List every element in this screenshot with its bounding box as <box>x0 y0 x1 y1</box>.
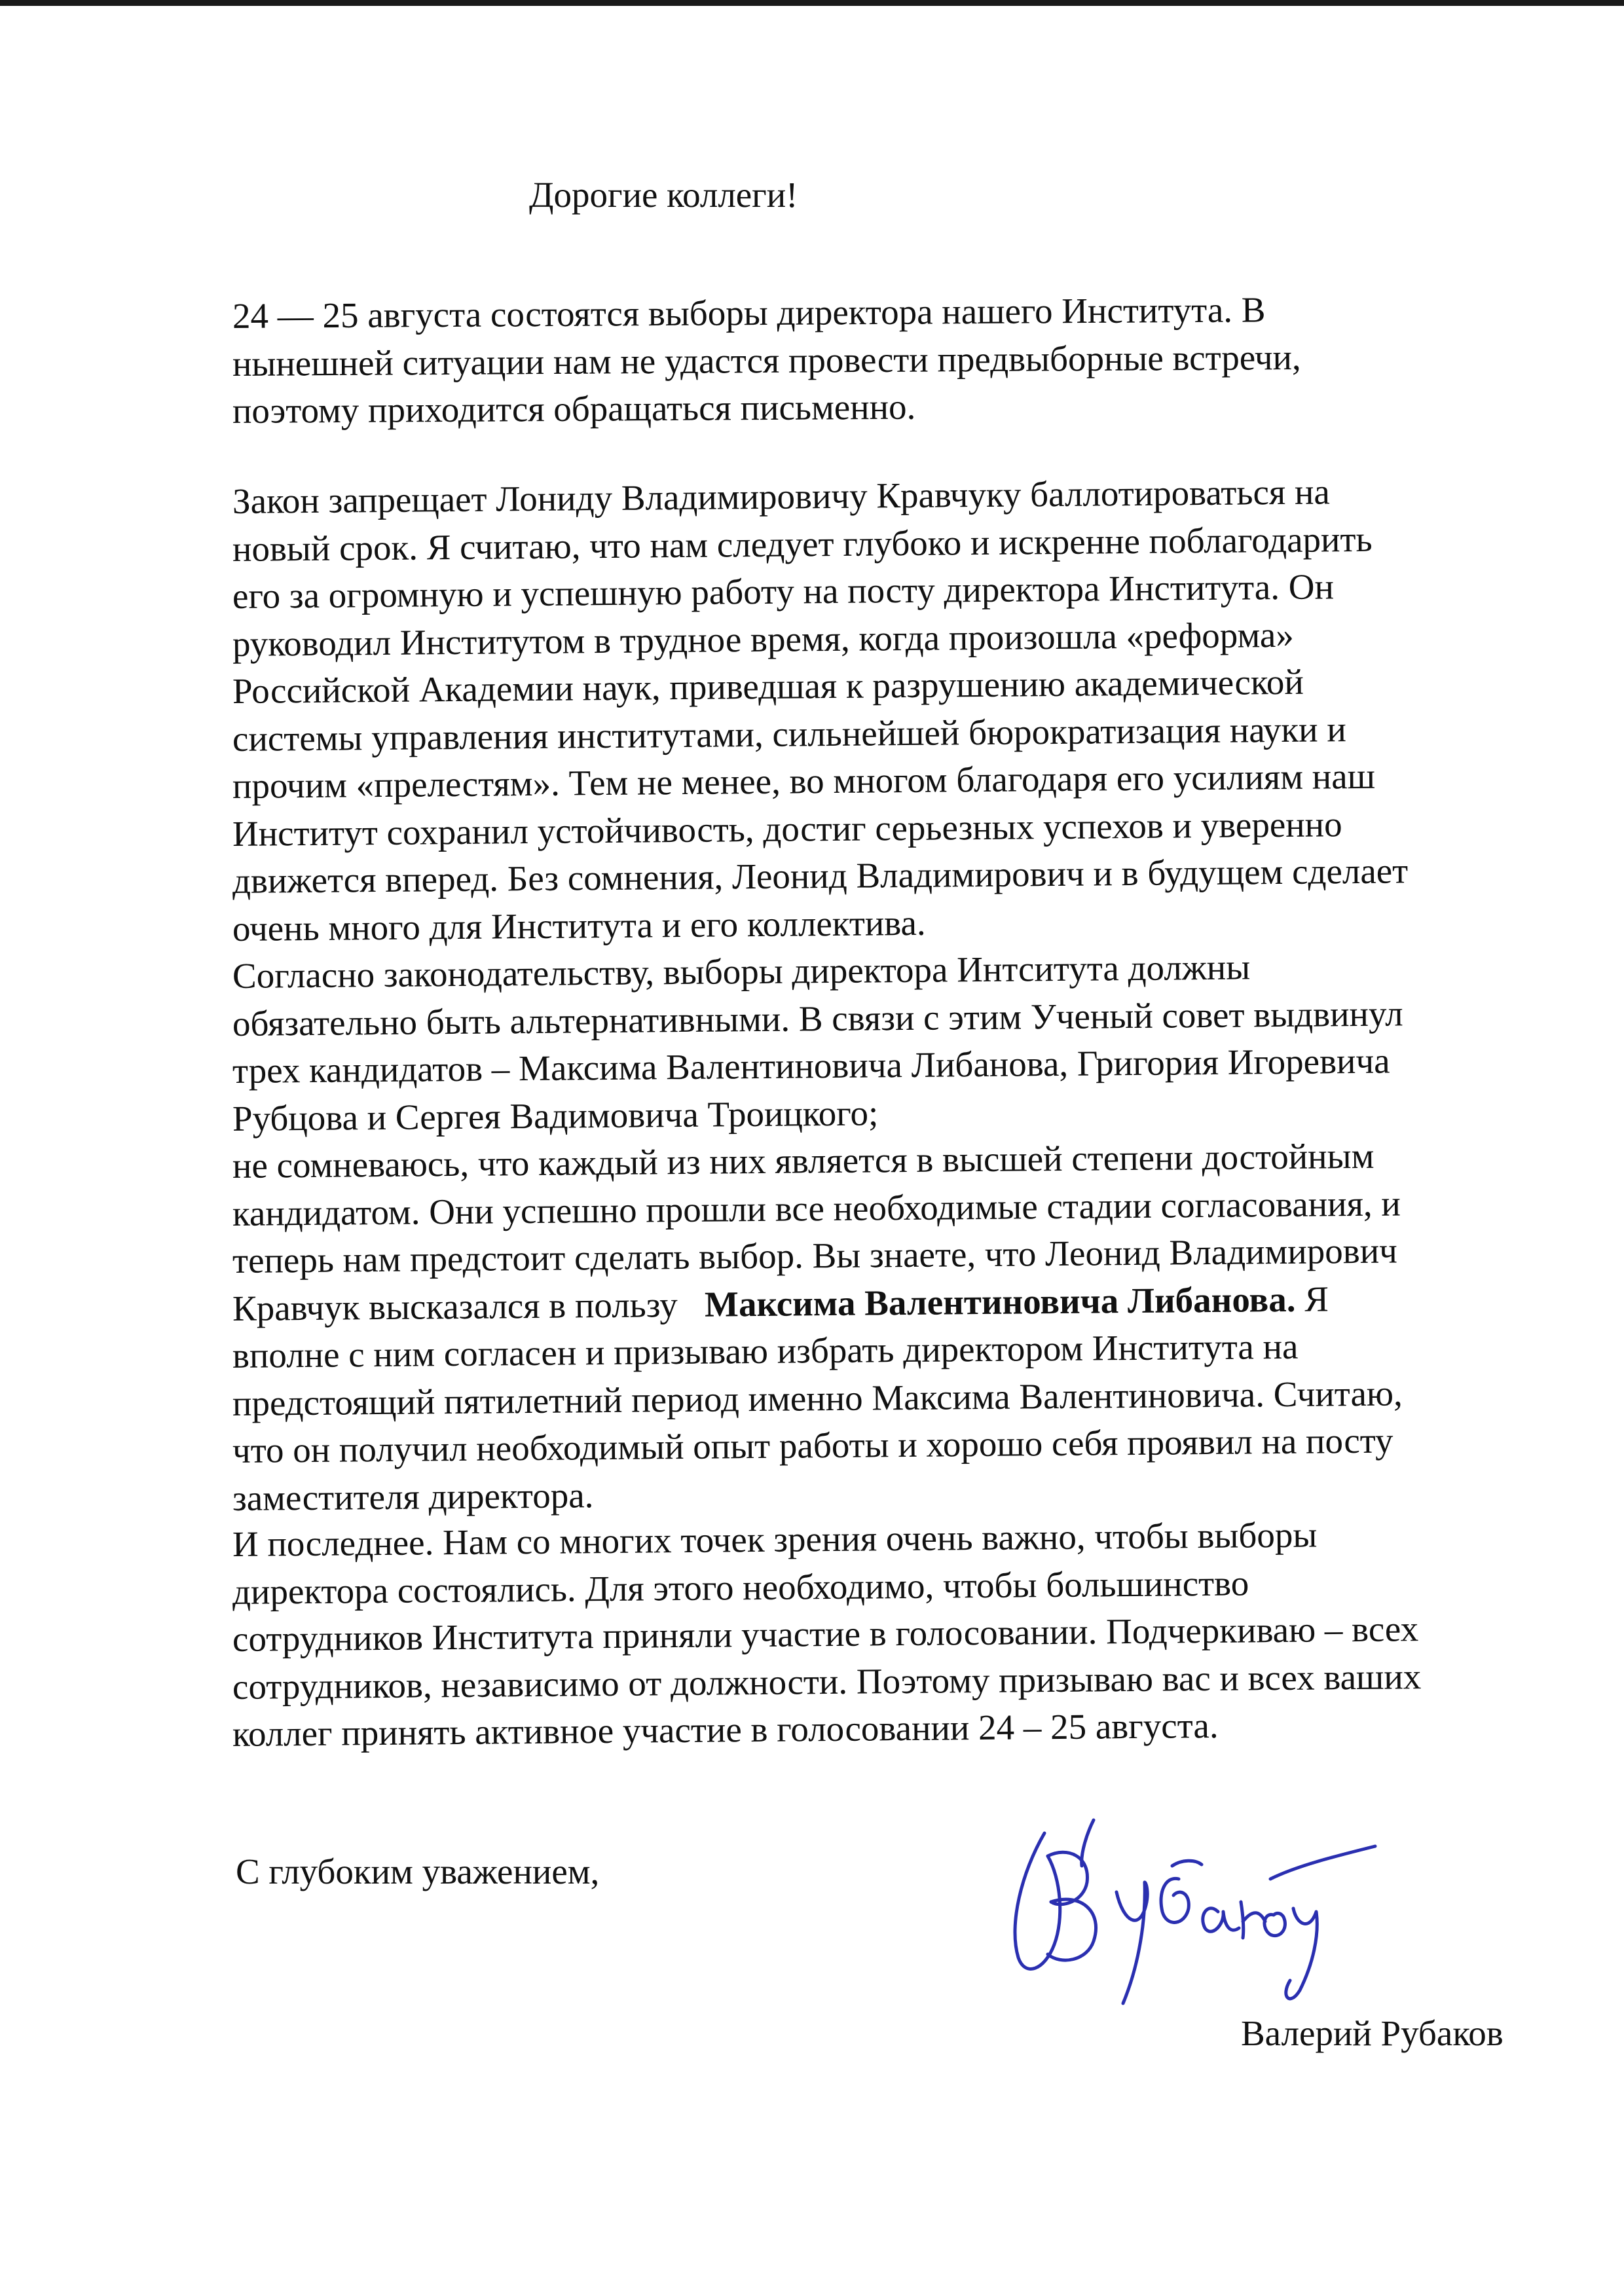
paragraph-3-line: кандидатом. Они успешно прошли все необходимые стадии согласования, и <box>232 1182 1401 1233</box>
paragraph-2 <box>232 471 1575 953</box>
paragraph-2-line: руководил Институтом в трудное время, когда произошла «реформа» <box>232 614 1295 664</box>
paragraph-3-line: заместителя директора. <box>232 1474 594 1518</box>
endorsed-candidate-name: Максима Валентиновича Либанова. <box>704 1279 1296 1324</box>
paragraph-3-line: Рубцова и Сергея Вадимовича Троицкого; <box>232 1092 879 1139</box>
paragraph-3-line: Согласно законодательству, выборы директора Интситута должны <box>232 947 1251 996</box>
paragraph-4-line: сотрудников Института приняли участие в голосовании. Подчеркиваю – всех <box>232 1609 1419 1659</box>
paragraph-4-line: И последнее. Нам со многих точек зрения очень важно, чтобы выборы <box>232 1514 1318 1564</box>
paragraph-2-line: Закон запрещает Лониду Владимировичу Кравчуку баллотироваться на <box>232 471 1331 521</box>
paragraph-2-line: системы управления институтами, сильнейшей бюрократизация науки и <box>232 708 1346 759</box>
signer-name: Валерий Рубаков <box>1241 2013 1504 2053</box>
paragraph-2-line: Российской Академии наук, приведшая к разрушению академической <box>232 661 1304 711</box>
paragraph-4 <box>232 1514 1575 1758</box>
paragraph-3-line: что он получил необходимый опыт работы и хорошо себя проявил на посту <box>232 1420 1393 1470</box>
paragraph-2-line: очень много для Института и его коллектива. <box>232 902 926 949</box>
paragraph-2-line: новый срок. Я считаю, что нам следует глубоко и искренне поблагодарить <box>232 519 1373 569</box>
paragraph-3-line: вполне с ним согласен и призываю избрать директором Института на <box>232 1326 1299 1376</box>
paragraph-2-line: движется вперед. Без сомнения, Леонид Владимирович и в будущем сделает <box>232 850 1409 901</box>
paragraph-3-line: трех кандидатов – Максима Валентиновича Либанова, Григория Игоревича <box>232 1040 1390 1091</box>
greeting: Дорогие коллеги! <box>529 175 798 215</box>
paragraph-3 <box>232 947 1575 1522</box>
paragraph-4-line: директора состоялись. Для этого необходимо, чтобы большинство <box>232 1562 1249 1612</box>
paragraph-2-line: его за огромную и успешную работу на посту директора Института. Он <box>232 566 1335 616</box>
paragraph-3-line: не сомневаюсь, что каждый из них является в высшей степени достойным <box>232 1135 1375 1186</box>
paragraph-1 <box>232 289 1575 435</box>
paragraph-1-line: нынешней ситуации нам не удастся провести предвыборные встречи, <box>232 337 1301 384</box>
paragraph-2-line: Институт сохранил устойчивость, достиг серьезных успехов и уверенно <box>232 803 1342 854</box>
handwritten-signature <box>982 1794 1401 2030</box>
paragraph-3-line: обязательно быть альтернативными. В связи с этим Ученый совет выдвинул <box>232 993 1403 1044</box>
paragraph-4-line: коллег принять активное участие в голосовании 24 – 25 августа. <box>232 1705 1219 1754</box>
paragraph-1-line: поэтому приходится обращаться письменно. <box>232 386 916 431</box>
endorsement-prefix: Кравчук высказался в пользу <box>232 1284 705 1328</box>
paragraph-3-line: теперь нам предстоит сделать выбор. Вы знаете, что Леонид Владимирович <box>232 1230 1398 1281</box>
paragraph-2-line: прочим «прелестям». Тем не менее, во многом благодаря его усилиям наш <box>232 756 1376 806</box>
paragraph-3-line: предстоящий пятилетний период именно Максима Валентиновича. Считаю, <box>232 1372 1403 1423</box>
endorsement-suffix: Я <box>1295 1278 1329 1319</box>
signature-strokes <box>1015 1820 1375 2003</box>
paragraph-4-line: сотрудников, независимо от должности. Поэтому призываю вас и всех ваших <box>232 1656 1422 1707</box>
paragraph-1-line: 24 — 25 августа состоятся выборы директора нашего Института. В <box>232 289 1266 336</box>
closing-phrase: С глубоким уважением, <box>236 1851 600 1891</box>
